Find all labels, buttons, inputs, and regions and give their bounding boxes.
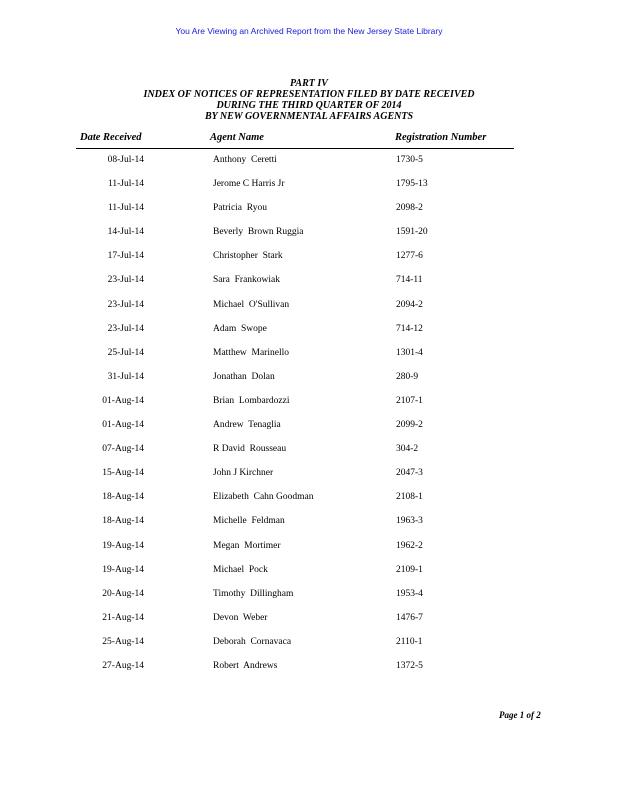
date-cell: 27-Aug-14	[102, 660, 144, 671]
title-line-agents: BY NEW GOVERNMENTAL AFFAIRS AGENTS	[204, 111, 414, 122]
registration-number-cell: 2109-1	[396, 564, 423, 575]
date-cell: 25-Jul-14	[107, 347, 144, 358]
agent-name-cell: John J Kirchner	[213, 468, 274, 479]
agent-name-cell: Andrew Tenaglia	[213, 420, 281, 431]
agent-name-cell: Jerome C Harris Jr	[213, 179, 285, 190]
table-row	[76, 346, 514, 370]
registration-number-cell: 1963-3	[396, 516, 423, 527]
registration-number-cell: 2107-1	[396, 395, 423, 406]
date-cell: 07-Aug-14	[102, 444, 144, 455]
registration-number-cell: 304-2	[396, 444, 419, 455]
agent-name-cell: Devon Weber	[213, 612, 268, 623]
table-body	[76, 153, 514, 683]
title-line-quarter: DURING THE THIRD QUARTER OF 2014	[216, 100, 402, 111]
registration-number-cell: 1730-5	[396, 155, 423, 165]
agent-name-cell: Adam Swope	[213, 323, 267, 334]
table-row	[76, 635, 514, 659]
table-row	[76, 177, 514, 201]
registration-number-cell: 1301-4	[396, 347, 423, 358]
agent-name-cell: Anthony Ceretti	[213, 155, 277, 165]
registration-number-cell: 1795-13	[396, 179, 428, 190]
column-header-agent-name: Agent Name	[210, 132, 264, 143]
table-row	[76, 466, 514, 490]
agent-name-cell: Beverly Brown Ruggia	[213, 227, 304, 238]
agent-name-cell: Robert Andrews	[213, 660, 278, 671]
table-row	[76, 370, 514, 394]
registration-number-cell: 1953-4	[396, 588, 423, 599]
registration-number-cell: 1372-5	[396, 660, 423, 671]
registration-number-cell: 2110-1	[396, 636, 423, 647]
table-row	[76, 322, 514, 346]
agent-name-cell: Brian Lombardozzi	[213, 395, 290, 406]
table-row	[76, 442, 514, 466]
date-cell: 15-Aug-14	[102, 468, 144, 479]
agent-name-cell: R David Rousseau	[213, 444, 287, 455]
agent-name-cell: Patricia Ryou	[213, 203, 267, 214]
date-cell: 01-Aug-14	[102, 420, 144, 431]
table-row	[76, 563, 514, 587]
table-row	[76, 249, 514, 273]
report-title	[0, 78, 618, 122]
header-divider	[76, 148, 514, 149]
column-header-registration-number: Registration Number	[395, 132, 487, 143]
date-cell: 08-Jul-14	[107, 155, 144, 165]
table-header	[76, 132, 514, 144]
date-cell: 25-Aug-14	[102, 636, 144, 647]
date-cell: 19-Aug-14	[102, 564, 144, 575]
date-cell: 20-Aug-14	[102, 588, 144, 599]
date-cell: 18-Aug-14	[102, 516, 144, 527]
table-row	[76, 418, 514, 442]
registration-number-cell: 2098-2	[396, 203, 423, 214]
table-row	[76, 394, 514, 418]
table-row	[76, 490, 514, 514]
title-line-index: INDEX OF NOTICES OF REPRESENTATION FILED BY DATE RECEIVED	[143, 89, 475, 100]
date-cell: 23-Jul-14	[107, 275, 144, 286]
agent-name-cell: Deborah Cornavaca	[213, 636, 292, 647]
title-line-part: PART IV	[290, 78, 328, 89]
date-cell: 23-Jul-14	[107, 299, 144, 310]
date-cell: 23-Jul-14	[107, 323, 144, 334]
date-cell: 17-Jul-14	[107, 251, 144, 262]
registration-number-cell: 280-9	[396, 371, 419, 382]
registration-number-cell: 2108-1	[396, 492, 423, 503]
table-row	[76, 539, 514, 563]
agent-name-cell: Christopher Stark	[213, 251, 283, 262]
agent-name-cell: Elizabeth Cahn Goodman	[213, 492, 314, 503]
agent-name-cell: Timothy Dillingham	[213, 588, 294, 599]
archive-banner[interactable]: You Are Viewing an Archived Report from the New Jersey State Library	[175, 26, 443, 36]
date-cell: 14-Jul-14	[107, 227, 144, 238]
agent-name-cell: Michael O'Sullivan	[213, 299, 290, 310]
registration-number-cell: 714-11	[396, 275, 423, 286]
agent-name-cell: Matthew Marinello	[213, 347, 289, 358]
agent-name-cell: Michelle Feldman	[213, 516, 285, 527]
date-cell: 18-Aug-14	[102, 492, 144, 503]
date-cell: 21-Aug-14	[102, 612, 144, 623]
date-cell: 31-Jul-14	[107, 371, 144, 382]
registration-number-cell: 1476-7	[396, 612, 423, 623]
agent-name-cell: Jonathan Dolan	[213, 371, 275, 382]
date-cell: 11-Jul-14	[107, 179, 144, 190]
table-row	[76, 153, 514, 177]
registration-number-cell: 2047-3	[396, 468, 423, 479]
column-header-date-received: Date Received	[80, 132, 142, 143]
table-row	[76, 225, 514, 249]
registration-number-cell: 714-12	[396, 323, 423, 334]
registration-number-cell: 1962-2	[396, 540, 423, 551]
agent-name-cell: Megan Mortimer	[213, 540, 281, 551]
date-cell: 19-Aug-14	[102, 540, 144, 551]
registration-number-cell: 1591-20	[396, 227, 428, 238]
table-row	[76, 611, 514, 635]
table-row	[76, 273, 514, 297]
agent-name-cell: Michael Pock	[213, 564, 268, 575]
date-cell: 11-Jul-14	[107, 203, 144, 214]
table-row	[76, 514, 514, 538]
registration-number-cell: 2099-2	[396, 420, 423, 431]
agent-name-cell: Sara Frankowiak	[213, 275, 281, 286]
table-row	[76, 587, 514, 611]
registration-number-cell: 2094-2	[396, 299, 423, 310]
date-cell: 01-Aug-14	[102, 395, 144, 406]
table-row	[76, 659, 514, 683]
page-number: Page 1 of 2	[499, 710, 541, 720]
registration-number-cell: 1277-6	[396, 251, 423, 262]
table-row	[76, 201, 514, 225]
table-row	[76, 298, 514, 322]
